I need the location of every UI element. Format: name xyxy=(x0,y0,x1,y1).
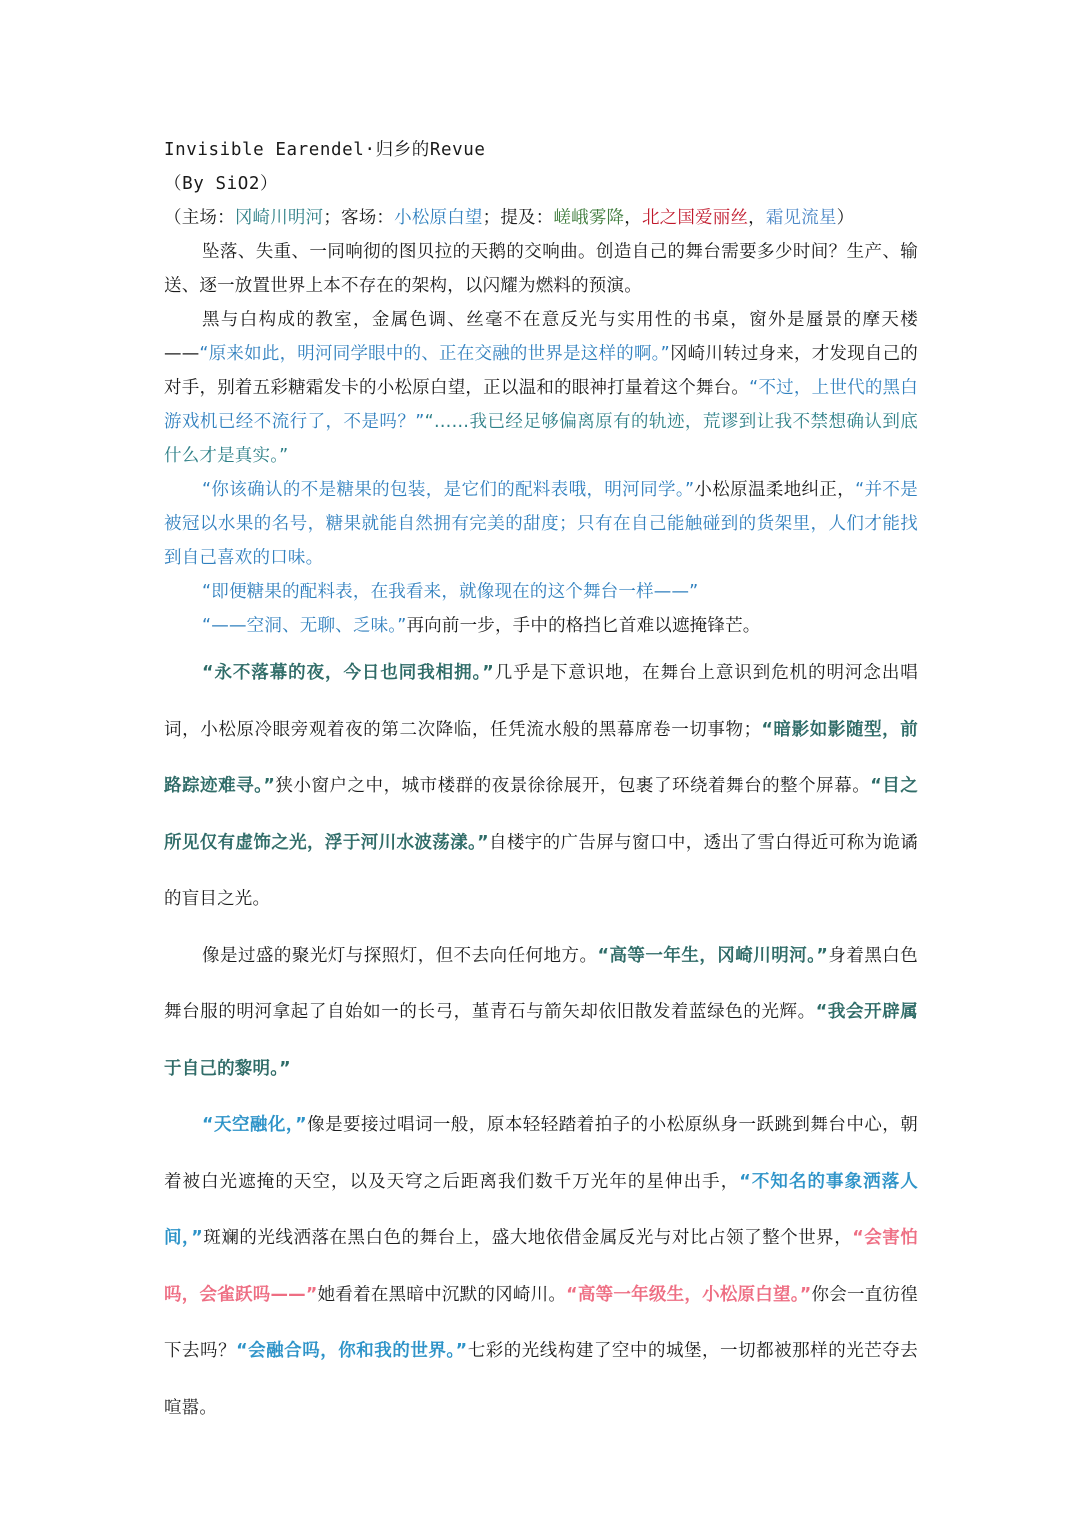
author-line: （By SiO2） xyxy=(164,174,279,194)
p6-narration-c: 自楼宇的广告屏与窗口中，透出了雪白得近可称为诡谲的盲目之光。 xyxy=(164,832,918,909)
cast-sep1: ；客场： xyxy=(323,208,395,228)
p4-quote: “即便糖果的配料表，在我看来，就像现在的这个舞台一样——” xyxy=(202,582,699,602)
p7-narration-a: 像是过盛的聚光灯与探照灯，但不去向任何地方。 xyxy=(202,945,598,966)
paragraph-8 xyxy=(164,1097,918,1436)
document-page xyxy=(164,133,918,1436)
paragraph-7 xyxy=(164,928,918,1098)
p7-lyric-1: “高等一年生，冈崎川明河。” xyxy=(597,945,829,966)
p5-narration: 再向前一步，手中的格挡匕首难以遮掩锋芒。 xyxy=(406,616,761,636)
document-title: Invisible Earendel·归乡的Revue xyxy=(164,140,486,160)
p8-narration-c: 她看着在黑暗中沉默的冈崎川。 xyxy=(317,1284,567,1305)
p8-lyric-5: “会融合吗，你和我的世界。” xyxy=(236,1341,468,1361)
p3-narration: 小松原温柔地纠正， xyxy=(694,480,856,500)
p6-lyric-2: “暗影如影随型，前路踪迹难寻。” xyxy=(164,719,918,796)
p8-lyric-1: “天空融化，” xyxy=(202,1115,307,1135)
paragraph-6 xyxy=(164,645,918,928)
p3-quote-1: “你该确认的不是糖果的包装，是它们的配料表哦，明河同学。” xyxy=(202,480,695,500)
cast-comma1: ， xyxy=(624,208,642,228)
p3-quote-2: “并不是被冠以水果的名号，糖果就能自然拥有完美的甜度；只有在自己能触碰到的货架里，人们才能找到自己喜欢的口味。 xyxy=(164,480,918,568)
p2-narration-b: 冈崎川转过身来，才发现自己的对手，别着五彩糖霜发卡的小松原白望，正以温和的眼神打量着这个舞台。 xyxy=(164,344,918,398)
cast-close: ） xyxy=(836,208,855,228)
p6-narration-a: 几乎是下意识地，在舞台上意识到危机的明河念出唱词，小松原冷眼旁观着夜的第二次降临，任凭流水般的黑幕席卷一切事物； xyxy=(164,663,918,740)
p8-narration-b: 斑斓的光线洒落在黑白色的舞台上，盛大地依借金属反光与对比占领了整个世界， xyxy=(203,1228,853,1248)
cast-open: （主场： xyxy=(164,208,235,228)
paragraph-5 xyxy=(164,609,918,643)
cast-home: 冈崎川明河 xyxy=(234,208,324,228)
p2-quote-2: “不过，上世代的黑白游戏机已经不流行了，不是吗？” xyxy=(164,378,918,432)
p8-narration-a: 像是要接过唱词一般，原本轻轻踏着拍子的小松原纵身一跃跳到舞台中心，朝着被白光遮掩的天空，以及天穹之后距离我们数千万光年的星伸出手， xyxy=(164,1115,918,1192)
p8-narration-d: 你会一直彷徨下去吗？ xyxy=(164,1284,918,1361)
p8-lyric-2: “不知名的事象洒落人间，” xyxy=(164,1171,918,1248)
p5-quote: “——空洞、无聊、乏味。” xyxy=(202,616,407,636)
p6-lyric-1: “永不落幕的夜，今日也同我相拥。” xyxy=(202,663,494,683)
p7-lyric-2: “我会开辟属于自己的黎明。” xyxy=(164,1002,919,1079)
p2-narration-a: 黑与白构成的教室，金属色调、丝毫不在意反光与实用性的书桌，窗外是蜃景的摩天楼—— xyxy=(164,310,918,364)
p7-narration-b: 身着黑白色舞台服的明河拿起了自始如一的长弓，堇青石与箭矢却依旧散发着蓝绿色的光辉。 xyxy=(164,945,918,1022)
paragraph-1: 坠落、失重、一同响彻的图贝拉的天鹅的交响曲。创造自己的舞台需要多少时间？生产、输送、逐一放置世界上本不存在的架构，以闪耀为燃料的预演。 xyxy=(164,242,918,296)
cast-sep2: ；提及： xyxy=(482,208,554,228)
paragraph-3 xyxy=(164,473,918,575)
p8-lyric-4: “高等一年级生，小松原白望。” xyxy=(566,1284,812,1305)
cast-comma2: ， xyxy=(748,208,766,228)
paragraph-4 xyxy=(164,575,918,609)
p2-quote-1: “原来如此，明河同学眼中的、正在交融的世界是这样的啊。” xyxy=(199,344,670,364)
cast-mention-2: 北之国爱丽丝 xyxy=(641,208,749,228)
cast-away: 小松原白望 xyxy=(394,208,483,228)
cast-mention-1: 嵯峨雾降 xyxy=(553,208,625,228)
p6-lyric-3: “目之所见仅有虚饰之光，浮于河川水波荡漾。” xyxy=(164,776,919,853)
paragraph-2 xyxy=(164,303,918,473)
p6-narration-b: 狭小窗户之中，城市楼群的夜景徐徐展开，包裹了环绕着舞台的整个屏幕。 xyxy=(275,776,871,796)
cast-mention-3: 霜见流星 xyxy=(765,208,837,228)
cast-line xyxy=(164,201,918,235)
p8-lyric-3: “会害怕吗，会雀跃吗——” xyxy=(164,1228,918,1305)
p2-quote-3: “……我已经足够偏离原有的轨迹，荒谬到让我不禁想确认到底什么才是真实。” xyxy=(164,412,918,466)
p8-narration-e: 七彩的光线构建了空中的城堡，一切都被那样的光芒夺去喧嚣。 xyxy=(164,1341,918,1418)
